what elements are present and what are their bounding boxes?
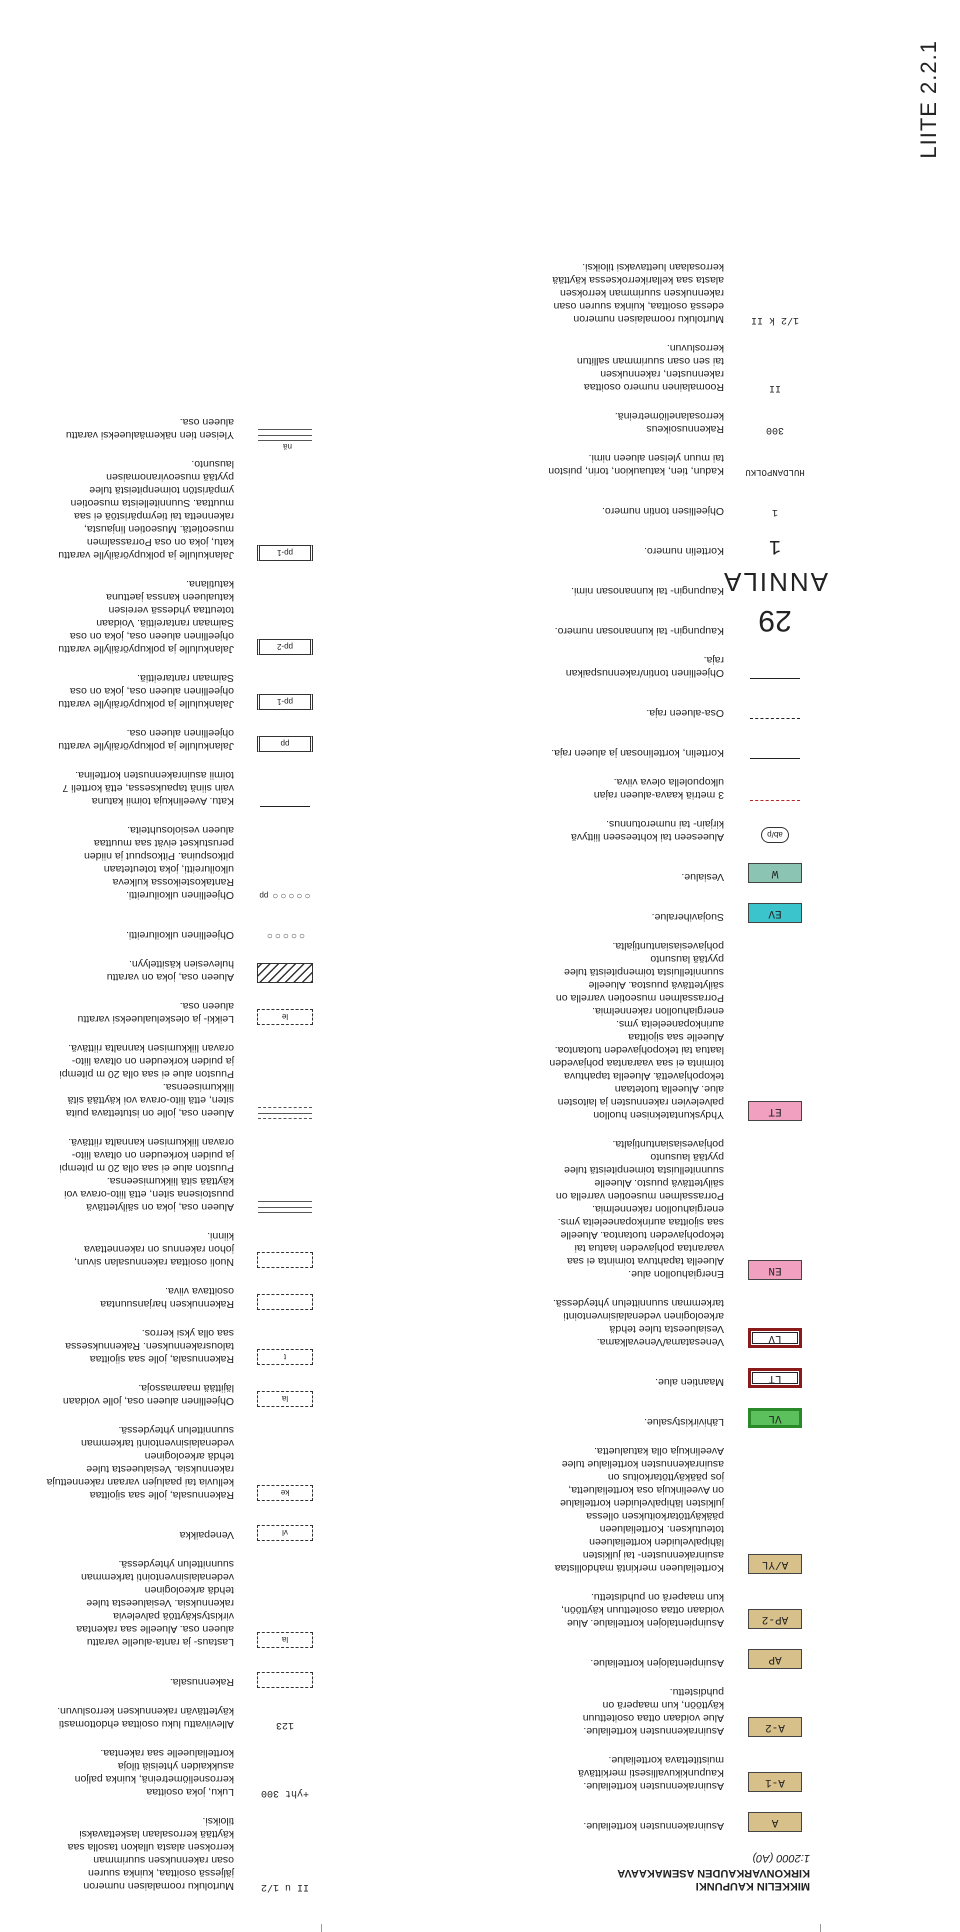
legend-row	[470, 775, 810, 801]
notation-cell	[250, 1719, 320, 1730]
legend-row	[20, 1704, 320, 1730]
zone-code-box: A/YL	[748, 1554, 802, 1574]
area-symbol	[250, 639, 320, 655]
notation-cell	[250, 1881, 320, 1892]
building-area-icon: la	[257, 1391, 313, 1407]
line-symbol	[740, 800, 810, 801]
legend-description: Murtoluku roomalaisen numeron jäljessä osoittaa, kuinka suuren osan rakennuksen suurimman kerroksen alasta ullakon tasolla saa käyttää kerrosalaan laskettavaksi tiloiksi.	[67, 1815, 234, 1892]
notation-cell	[740, 534, 810, 557]
area-symbol	[250, 1252, 320, 1268]
legend-row	[470, 409, 810, 435]
legend-row	[470, 1408, 810, 1428]
zone-code-box: W	[748, 863, 802, 883]
zone-symbol	[740, 1609, 810, 1629]
notation-symbol: 123	[276, 1719, 295, 1730]
building-area-icon	[257, 1672, 313, 1688]
legend-row	[20, 1557, 320, 1648]
zone-code-box: A	[748, 1812, 802, 1832]
legend-description: Asuinpientalojen korttelialue. Alue voidaan ottaa osoitettuun käyttöön, kun maaperä on puhdistettu.	[561, 1591, 724, 1629]
zone-code-box: LT	[748, 1368, 802, 1388]
legend-row	[470, 1812, 810, 1832]
legend-description: Osa-alueen raja.	[646, 707, 724, 719]
plan-name: KIRKONVARKAUDEN ASEMAKAAVA	[617, 1867, 810, 1879]
legend-description: Venepaikka	[179, 1529, 234, 1541]
area-symbol	[250, 1009, 320, 1025]
legend-row	[20, 1423, 320, 1501]
legend-description: Rakennuksen harjansuuntaa osoittava viiva.	[100, 1285, 234, 1310]
pedestrian-area-icon: pp-2	[257, 639, 313, 655]
notation-symbol: HULDANPOLKU	[745, 467, 805, 477]
legend-row	[20, 1135, 320, 1213]
notation-symbol: 29	[758, 604, 792, 637]
notation-symbol: +yht 300	[261, 1787, 310, 1798]
legend-description: Rakennusala, jolle saa sijoittaa talousrakennuksen. Rakennuksessa saa olla yksi kerros.	[65, 1327, 234, 1365]
legend-row	[20, 457, 320, 561]
stripe-icon	[258, 429, 312, 451]
notation-cell	[740, 603, 810, 637]
legend-row	[470, 817, 810, 843]
legend-description: Kaupungin- tai kunnanosan numero.	[554, 625, 724, 637]
area-symbol	[250, 1201, 320, 1213]
legend-row	[470, 260, 810, 325]
legend-row	[20, 1381, 320, 1407]
notation-symbol: 1	[772, 506, 779, 517]
notation-cell	[740, 467, 810, 477]
legend-row	[20, 999, 320, 1025]
zone-symbol	[740, 1554, 810, 1574]
legend-description: Lähivirkistysalue.	[644, 1416, 724, 1428]
building-area-icon: ke	[257, 1485, 313, 1501]
red-line-icon	[750, 800, 800, 801]
zone-symbol	[740, 1101, 810, 1121]
legend-description: Rakennusala.	[169, 1676, 234, 1688]
zone-symbol	[740, 1408, 810, 1428]
legend-description: Alueen osa, jolle on istutettava puita siten, että liito-orava voi käyttää sitä liikkumiseensa. Puuston alue ei saa olla 20 m pitempi ja puiden korkeuden on oltava liito- oravan liikkumisen kannalta riittävä.	[59, 1042, 234, 1119]
legend-description: Asuinrakennusten korttelialue. Kaupunkikuvallisesti merkittävä muistitettava korttelialue.	[578, 1754, 724, 1792]
legend-description: Yhdyskuntateknisen huollon palvelevien rakennusten ja laitosten alue. Alueella tuotetaan tekopohjavettä. Alueella tapahtuva toiminta ei saa vaarantaa pohjaveden laatua tai tekopohjaveden tuotantoa. Alueelle saa sijoittaa aurinkopaneeleita yms. energiahuollon rakennelmia. Porrassalmen museotien varrella on säilytettävä puustoa. Alueelle suunnitelluista toimenpiteistä tulee pyytää lausunto pohjavesiasiantuntijalta.	[549, 940, 724, 1121]
route-symbol	[250, 930, 320, 941]
legend-row	[20, 577, 320, 655]
legend-row	[20, 1672, 320, 1688]
hatch-icon	[257, 963, 313, 983]
legend-row	[470, 566, 828, 597]
legend-description: Asuinrakennusten korttelialue. Alue voidaan ottaa osoitettuun käyttöön, kun maaperä on puhdistettu.	[582, 1686, 724, 1737]
legend-row	[470, 863, 810, 883]
legend-description: Energiahuollon alue. Alueella tapahtuva toiminta ei saa vaarantaa pohjaveden laatua tai tekopohjaveden tuotantoa. Alueelle saa sijoittaa aurinkopaneeleita yms. energiahuollon rakennelmia. Porrassalmen museotien varrella on säilytettävä puusto. Alueelle suunnitelluista toimenpiteistä tulee pyytää lausunto pohjavesiasiantuntijalta.	[555, 1138, 724, 1280]
line-symbol	[740, 758, 810, 759]
legend-description: Luku, joka osoittaa kerrosneliömetreinä, kuinka paljon asukkaiden yhteisiä tiloja korttelialueelle saa rakentaa.	[74, 1747, 234, 1798]
legend-row	[470, 706, 810, 719]
legend-row	[470, 1590, 810, 1629]
zone-code-box: EV	[748, 903, 802, 923]
zone-code-box: VL	[748, 1408, 802, 1428]
notation-cell	[740, 382, 810, 393]
label-symbol-cell	[740, 827, 810, 843]
route-dots-icon: ○○○○○	[270, 890, 311, 901]
legend-row	[470, 504, 810, 517]
legend-row	[20, 768, 320, 807]
legend-row	[470, 1368, 810, 1388]
zone-code-box: ET	[748, 1101, 802, 1121]
legend-row	[20, 1041, 320, 1119]
legend-description: Korttelin, korttelinosan ja alueen raja.	[551, 747, 724, 759]
notation-symbol: ANNILA	[722, 567, 828, 597]
zone-symbol	[740, 1260, 810, 1280]
plan-scale: 1:2000 (A0)	[752, 1852, 810, 1864]
city-name: MIKKELIN KAUPUNKI	[695, 1880, 810, 1892]
legend-description: Ohjeellisen tontin numero.	[602, 505, 724, 517]
dash-line-icon	[750, 718, 800, 719]
legend-description: Nuoli osoittaa rakennusalan sivun, johon rakennus on rakennettava kiinni.	[74, 1230, 234, 1268]
zone-code-box: A-2	[748, 1717, 802, 1737]
line-symbol	[740, 678, 810, 679]
route-symbol	[250, 890, 320, 901]
legend-row	[20, 415, 320, 451]
zone-symbol	[740, 1772, 810, 1792]
notation-cell	[740, 424, 810, 435]
legend-row	[470, 1649, 810, 1669]
legend-description: Suojaviheralue.	[651, 911, 724, 923]
legend-row	[470, 939, 810, 1121]
legend-description: Ohjeellinen ulkoilureitti. Rantakosteikossa kulkeva ulkoilureitti, joka toteutetaan pitkospuina. Pitkospuut ja niiden perustukset eivät saa muuttaa alueen vesiolosuhteita.	[83, 824, 234, 901]
plan-header	[470, 1852, 810, 1892]
building-area-icon: la	[257, 1632, 313, 1648]
notation-cell	[740, 506, 810, 517]
legend-description: Kaupungin- tai kunnanosan nimi.	[571, 585, 724, 597]
legend-row	[470, 1444, 810, 1574]
notation-cell	[250, 1787, 320, 1798]
notation-symbol: 1/2 k II	[751, 314, 800, 325]
building-area-icon: le	[257, 1009, 313, 1025]
boundary-line-icon	[750, 678, 800, 679]
legend-description: Maantien alue.	[655, 1376, 724, 1388]
legend-description: Korttelin numero.	[644, 545, 724, 557]
legend-row	[20, 928, 320, 941]
pedestrian-area-icon: pp-1	[257, 694, 313, 710]
area-symbol	[250, 1672, 320, 1688]
legend-description: Alueen osa, joka on varattu hulevesien käsittelyyn.	[106, 958, 234, 983]
area-symbol	[250, 694, 320, 710]
appendix-label: LIITE 2.2.1	[916, 40, 941, 159]
area-symbol	[250, 736, 320, 752]
legend-row	[20, 1525, 320, 1541]
legend-description: Jalankululle ja polkupyöräilylle varattu ohjeellinen alueen osa, joka on osa Saimaan rantareittiä. Voidaan toteuttaa yhdessä vereisen katualueen kanssa jaettuna katutilana.	[58, 578, 234, 655]
legend-description: Ohjeellinen tontin/rakennuspaikan raja.	[565, 654, 724, 679]
area-symbol	[250, 1349, 320, 1365]
legend-description: Jalankululle ja polkupyöräilylle varattu katu, joka on osa Porrassalmen museotietä. Museotien linjausta, rakennetta tai tieympäristöä ei saa muuttaa. Suunnitelleista museotien ympäristön toimenpiteistä tulee pyytää museoviranomaisen lausunto.	[58, 458, 234, 561]
legend-description: Lastaus- ja ranta-aluelle varattu alueen osa. Alueelle saa rakentaa virkistyskäyttöä palvelevia rakennuksia. Vesialueesta tulee tehdä arkeologinen vedenalaisinventointi tarkemman suunnittelun yhteydessä.	[76, 1558, 234, 1648]
legend-row	[20, 1326, 320, 1365]
zone-code-box: LV	[748, 1328, 802, 1348]
legend-row	[20, 1746, 320, 1798]
route-dots-icon: ○○○○○	[264, 930, 306, 941]
legend-description: Alueen osa, joka on säilytettävä puustoisena siten, että liito-orava voi käyttää sitä liikkumiseensa. Puuston alue ei saa olla 20 m pitempi ja puiden korkeuden on oltava liito- oravan liikkumisen kannalta riittävä.	[59, 1136, 234, 1213]
zone-code-box: AP	[748, 1649, 802, 1669]
legend-row	[20, 726, 320, 752]
legend-row	[20, 957, 320, 983]
legend-description: Alleviivattu luku osoittaa ehdottomasti käytettävän rakennuksen kerrosluvun.	[57, 1705, 234, 1730]
zone-symbol	[740, 1328, 810, 1348]
notation-cell	[722, 566, 828, 597]
area-symbol	[250, 429, 320, 451]
legend-description: Leikki- ja oleskelualueeksi varattu alueen osa.	[77, 1000, 234, 1025]
zone-symbol	[740, 1717, 810, 1737]
legend-description: Korttelialueen merkintä mahdollistaa asuinrakennusten- tai julkisten lähipalveluiden korttelialueen toteutuksen. Korttelialueen pääkäyttötarkoituksen ollessa julkisten lähipalveluiden korttelialue on Aveelinkuja osa korttelialuetta, jos pääkäyttötarkoitus on asuinrakennusten korttelialue tulee Aveelinkuja olla katualuetta.	[554, 1445, 724, 1574]
stripe-icon	[258, 1107, 312, 1119]
notation-symbol: 1	[769, 534, 782, 557]
line-symbol	[250, 806, 320, 807]
line-symbol	[740, 718, 810, 719]
area-symbol	[250, 1107, 320, 1119]
building-area-icon: vl	[257, 1525, 313, 1541]
legend-description: 3 metriä kaava-alueen rajan ulkopuolella oleva viiva.	[593, 776, 724, 801]
notation-cell	[740, 314, 810, 325]
zone-symbol	[740, 863, 810, 883]
legend-description: Vesialue.	[681, 871, 724, 883]
legend-description: Jalankululle ja polkupyöräilylle varattu ohjeellinen alueen osa, joka on osa Saimaan rantareittiä.	[58, 672, 234, 710]
legend-description: Venesatama/Venevalkama. Vesialueesta tulee tehdä arkeologinen vedenalaisinventointi tarkemman suunnittelun yhteydessä.	[552, 1297, 724, 1348]
legend-row	[470, 534, 810, 557]
legend-row	[470, 451, 810, 477]
area-symbol	[250, 1525, 320, 1541]
legend-description: Roomalainen numero osoittaa rakennusten, rakennuksen tai sen osan suurimman sallitun kerrosluvun.	[576, 342, 724, 393]
area-symbol	[250, 963, 320, 983]
legend-description: Yleisen tien näkemäalueeksi varattu alueen osa.	[65, 416, 234, 441]
zone-symbol	[740, 1649, 810, 1669]
pedestrian-area-icon: pp	[257, 736, 313, 752]
legend-row	[470, 603, 810, 637]
route-code: pp	[259, 891, 269, 900]
legend-row	[20, 1229, 320, 1268]
area-symbol	[250, 1485, 320, 1501]
legend-description: Katu. Aveelinkuja toimii katuna vain siinä tapauksessa, että kortteli 7 toimii asuinrakennusten korttelina.	[62, 769, 234, 807]
stripe-code: nä	[283, 442, 292, 451]
legend-row	[470, 1685, 810, 1737]
legend-row	[470, 746, 810, 759]
legend-row	[470, 1137, 810, 1280]
legend-description: Asuinrakennusten korttelialue.	[583, 1820, 724, 1832]
notation-symbol: 300	[766, 424, 785, 435]
legend-row	[470, 341, 810, 393]
zone-code-box: AP-2	[748, 1609, 802, 1629]
area-symbol	[250, 1294, 320, 1310]
legend-description: Kadun, tien, katuaukion, torin, puiston tai muun yleisen alueen nimi.	[548, 452, 724, 477]
boundary-line-icon	[260, 806, 310, 807]
notation-symbol: II u 1/2	[261, 1881, 310, 1892]
legend-description: Ohjeellinen alueen osa, jolle voidaan läjittää maamassoja.	[62, 1382, 234, 1407]
legend-row	[470, 1296, 810, 1348]
legend-row	[20, 1814, 320, 1892]
legend-row	[470, 1753, 810, 1792]
building-area-icon	[257, 1252, 313, 1268]
building-area-icon	[257, 1294, 313, 1310]
legend-row	[470, 653, 810, 679]
notation-symbol: II	[769, 382, 782, 393]
area-symbol	[250, 1391, 320, 1407]
legend-description: Ohjeellinen ulkoilureitti.	[126, 929, 234, 941]
legend-row	[20, 671, 320, 710]
pedestrian-area-icon: pp-1	[257, 545, 313, 561]
zone-code-box: A-1	[748, 1772, 802, 1792]
legend-description: Murtoluku roomalaisen numeron edessä osoittaa, kuinka suuren osan rakennuksen suurimman kerroksen alasta saa kellarikerroksessa käyttää kerrosalaan luettavaksi tiloiksi.	[552, 261, 724, 325]
zone-symbol	[740, 1368, 810, 1388]
zone-symbol	[740, 903, 810, 923]
stripe-icon	[258, 1201, 312, 1213]
area-symbol	[250, 545, 320, 561]
legend-description: Jalankululle ja polkupyöräilylle varattu ohjeellinen alueen osa.	[58, 727, 234, 752]
legend-description: Alueeseen tai kohteeseen liittyvä kirjain- tai numerotunnus.	[571, 818, 724, 843]
area-symbol	[250, 1632, 320, 1648]
legend-description: Rakennusala, jolle saa sijoittaa kelluvia tai paalujen varaan rakennettuja rakennuksia. Vesialueesta tulee tehdä arkeologinen vedenalaisinventointi tarkemman suunnittelun yhteydessä.	[46, 1424, 234, 1501]
zone-symbol	[740, 1812, 810, 1832]
legend-description: Rakennusoikeus kerrosalaneliömetreinä.	[614, 410, 724, 435]
legend-row	[470, 903, 810, 923]
legend-row	[20, 823, 320, 901]
zone-code-box: EN	[748, 1260, 802, 1280]
legend-row	[20, 1284, 320, 1310]
legend-description: Asuinpientalojen korttelialue.	[590, 1657, 724, 1669]
boundary-line-icon	[750, 758, 800, 759]
label-symbol: ab/p	[761, 827, 789, 843]
building-area-icon: t	[257, 1349, 313, 1365]
